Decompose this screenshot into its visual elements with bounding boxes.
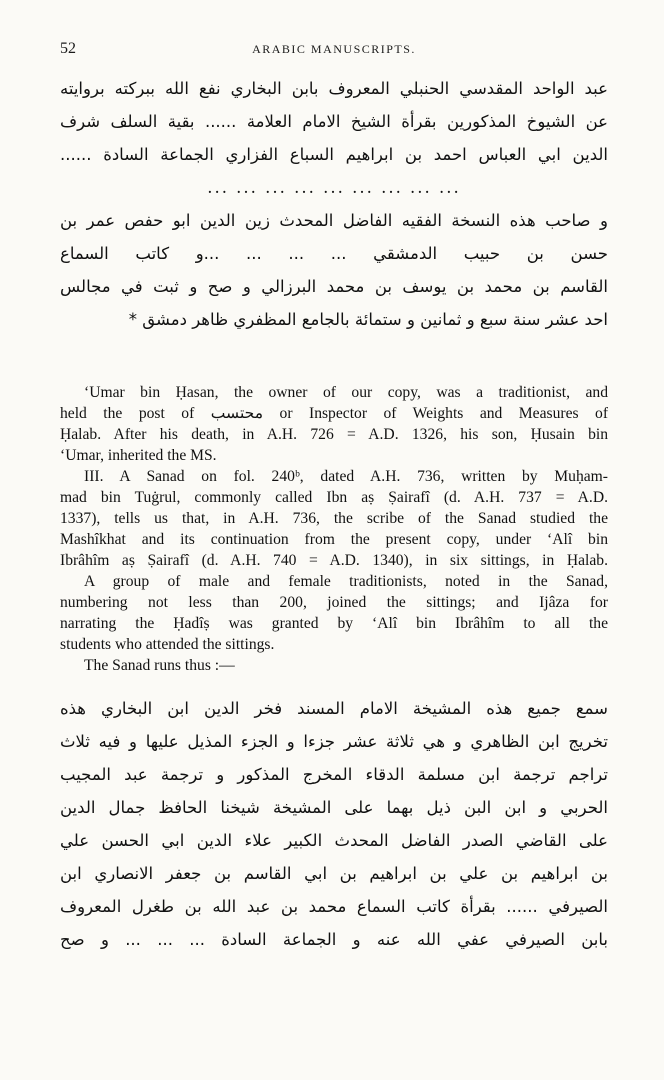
arabic-line: بن ابراهيم بن علي بن ابراهيم بن ابي القاسم بن جعفر الانصاري ابن xyxy=(60,864,608,883)
arabic-line: الحربي و ابن البن ذيل بهما على المشيخة شيخنا الحافظ جمال الدين xyxy=(60,798,608,817)
english-line: students who attended the sittings. xyxy=(60,636,275,653)
arabic-line: بابن الصيرفي عفي الله عنه و الجماعة السادة ... ... ... و صح xyxy=(60,930,608,949)
arabic-line: القاسم بن محمد بن يوسف بن محمد البرزالي و صح و ثبت في مجالس xyxy=(60,277,608,296)
english-line: ‘Umar, inherited the MS. xyxy=(60,447,217,464)
english-line: numbering not less than 200, joined the sittings; and Ijâza for xyxy=(60,594,608,611)
page-header xyxy=(60,40,608,64)
arabic-line: تراجم ترجمة ابن مسلمة الدقاء المخرج المذكور و ترجمة عبد المجيب xyxy=(60,765,608,784)
arabic-line: على القاضي الصدر الفاضل المحدث الكبير علاء الدين ابي الحسن علي xyxy=(60,831,608,850)
page-number: 52 xyxy=(60,40,76,57)
english-line: Mashîkhat and its continuation from the present copy, under ‘Alî bin xyxy=(60,531,608,548)
arabic-line: الصيرفي ...... بقرأة كاتب السماع محمد بن عبد الله بن طغرل المعروف xyxy=(60,897,608,916)
english-line: Ibrâhîm aṣ Ṣairafî (d. A.H. 740 = A.D. 1340), in six sittings, in Ḥalab. xyxy=(60,552,608,569)
english-line: Ḥalab. After his death, in A.H. 726 = A.D. 1326, his son, Ḥusain bin xyxy=(60,426,608,443)
arabic-bottom-block xyxy=(60,692,608,956)
english-line: A group of male and female traditionists, noted in the Sanad, xyxy=(84,573,608,590)
english-line: III. A Sanad on fol. 240ᵇ, dated A.H. 736, written by Muḥam- xyxy=(84,468,608,485)
english-line: ‘Umar bin Ḥasan, the owner of our copy, was a traditionist, and xyxy=(84,384,608,401)
arabic-line: الدين ابي العباس احمد بن ابراهيم السباع الفزاري الجماعة السادة ...... xyxy=(60,145,608,164)
english-line: narrating the Ḥadîṣ was granted by ‘Alî bin Ibrâhîm to all the xyxy=(60,615,608,632)
arabic-line: سمع جميع هذه المشيخة الامام المسند فخر الدين ابن البخاري هذه xyxy=(60,699,608,718)
arabic-line: حسن بن حبيب الدمشقي ... ... ... ...و كاتب السماع xyxy=(60,244,608,263)
english-line: held the post of محتسب or Inspector of Weights and Measures of xyxy=(60,405,608,422)
arabic-line: احد عشر سنة سبع و ثمانين و ستمائة بالجامع المظفري ظاهر دمشق * xyxy=(128,310,608,329)
arabic-line: تخريج ابن الظاهري و هي ثلاثة عشر جزءا و الجزء المذيل عليها و فيه ثلاث xyxy=(60,732,608,751)
arabic-ellipsis-line: ... ... ... ... ... ... ... ... ... xyxy=(207,178,461,197)
english-line: mad bin Tuġrul, commonly called Ibn aṣ Ṣairafî (d. A.H. 737 = A.D. xyxy=(60,489,608,506)
arabic-line: و صاحب هذه النسخة الفقيه الفاضل المحدث زين الدين ابو حفص عمر بن xyxy=(60,211,608,230)
english-text-block xyxy=(60,382,608,676)
english-line: The Sanad runs thus :— xyxy=(84,657,235,674)
arabic-line: عن الشيوخ المذكورين بقرأة الشيخ الامام العلامة ...... بقية السلف شرف xyxy=(60,112,608,131)
english-line: 1337), tells us that, in A.H. 736, the scribe of the Sanad studied the xyxy=(60,510,608,527)
arabic-top-block xyxy=(60,72,608,336)
running-head: ARABIC MANUSCRIPTS. xyxy=(252,42,416,56)
arabic-line: عبد الواحد المقدسي الحنبلي المعروف بابن البخاري نفع الله ببركته بروايته xyxy=(60,79,608,98)
